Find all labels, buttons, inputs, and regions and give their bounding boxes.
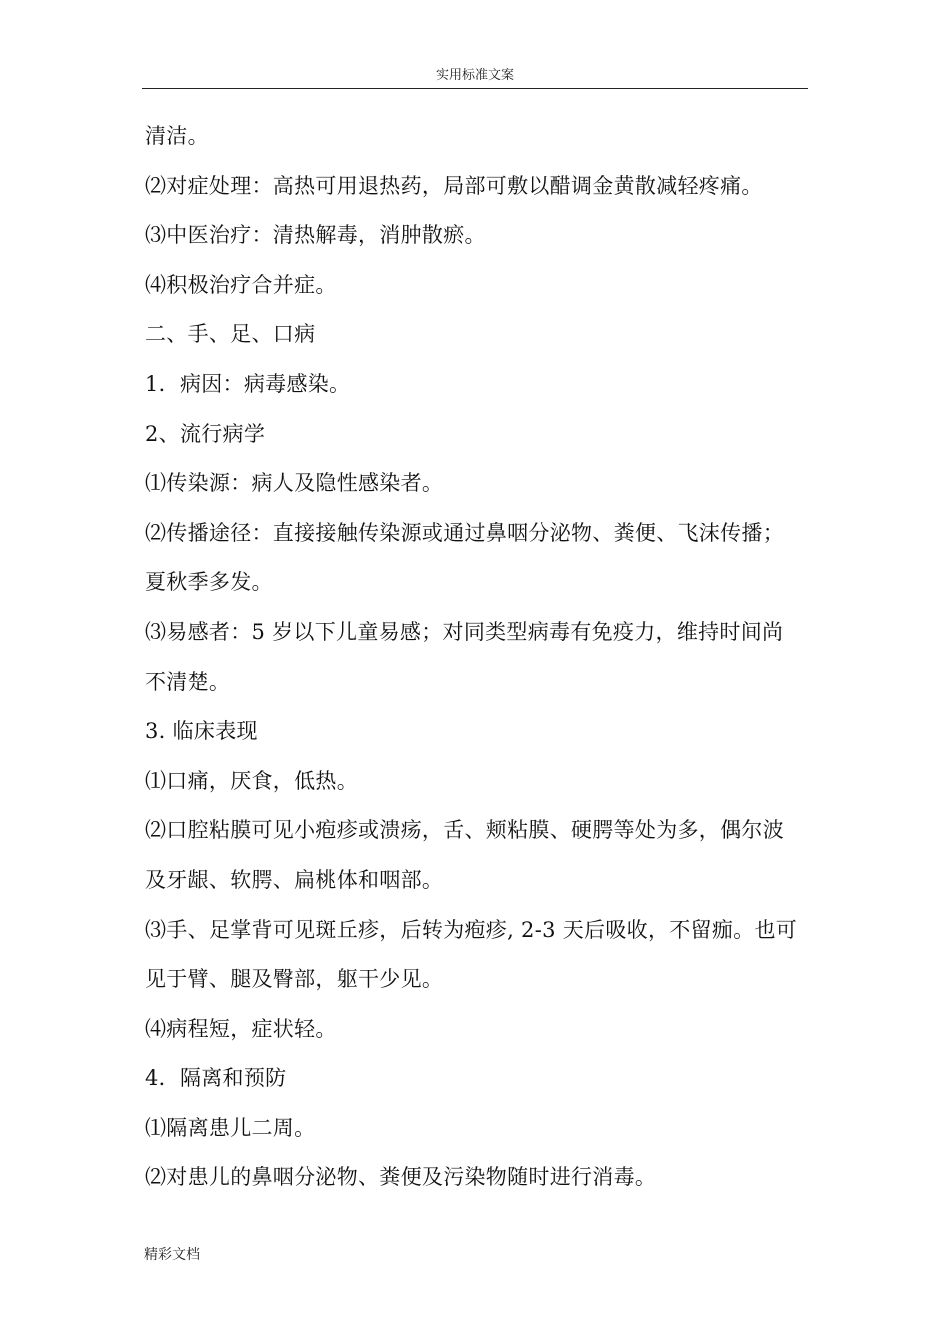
- document-body: [145, 118, 813, 1209]
- page-footer: 精彩文档: [144, 1247, 200, 1263]
- text-line: ⑶手、足掌背可见斑丘疹，后转为疱疹, 2-3 天后吸收，不留痂。也可: [145, 917, 798, 942]
- text-line: ⑶中医治疗：清热解毒，消肿散瘀。: [145, 223, 486, 248]
- text-line: ⑴隔离患儿二周。: [145, 1115, 316, 1140]
- text-line: 及牙龈、软腭、扁桃体和咽部。: [145, 867, 444, 892]
- text-line: ⑶易感者：5 岁以下儿童易感；对同类型病毒有免疫力，维持时间尚: [145, 619, 784, 644]
- text-line: 1．病因：病毒感染。: [145, 371, 351, 396]
- text-line: ⑵传播途径：直接接触传染源或通过鼻咽分泌物、粪便、飞沫传播；: [145, 520, 784, 545]
- text-line: 见于臂、腿及臀部，躯干少见。: [145, 967, 444, 992]
- subsection-heading: 2、流行病学: [145, 421, 266, 446]
- text-line: ⑷积极治疗合并症。: [145, 272, 337, 297]
- subsection-heading: 4．隔离和预防: [145, 1066, 287, 1091]
- page-header: 实用标准文案: [142, 68, 808, 89]
- text-line: ⑷病程短，症状轻。: [145, 1016, 337, 1041]
- text-line: ⑵对症处理：高热可用退热药，局部可敷以醋调金黄散减轻疼痛。: [145, 173, 763, 198]
- text-line: ⑵对患儿的鼻咽分泌物、粪便及污染物随时进行消毒。: [145, 1165, 657, 1190]
- text-line: 不清楚。: [145, 669, 231, 694]
- text-line: ⑴口痛，厌食，低热。: [145, 768, 358, 793]
- text-line: ⑴传染源：病人及隐性感染者。: [145, 471, 444, 496]
- subsection-heading: 3. 临床表现: [145, 719, 258, 744]
- text-line: 夏秋季多发。: [145, 570, 273, 595]
- text-line: 清洁。: [145, 124, 209, 148]
- section-heading: 二、手、足、口病: [145, 322, 316, 347]
- text-line: ⑵口腔粘膜可见小疱疹或溃疡，舌、颊粘膜、硬腭等处为多，偶尔波: [145, 818, 784, 843]
